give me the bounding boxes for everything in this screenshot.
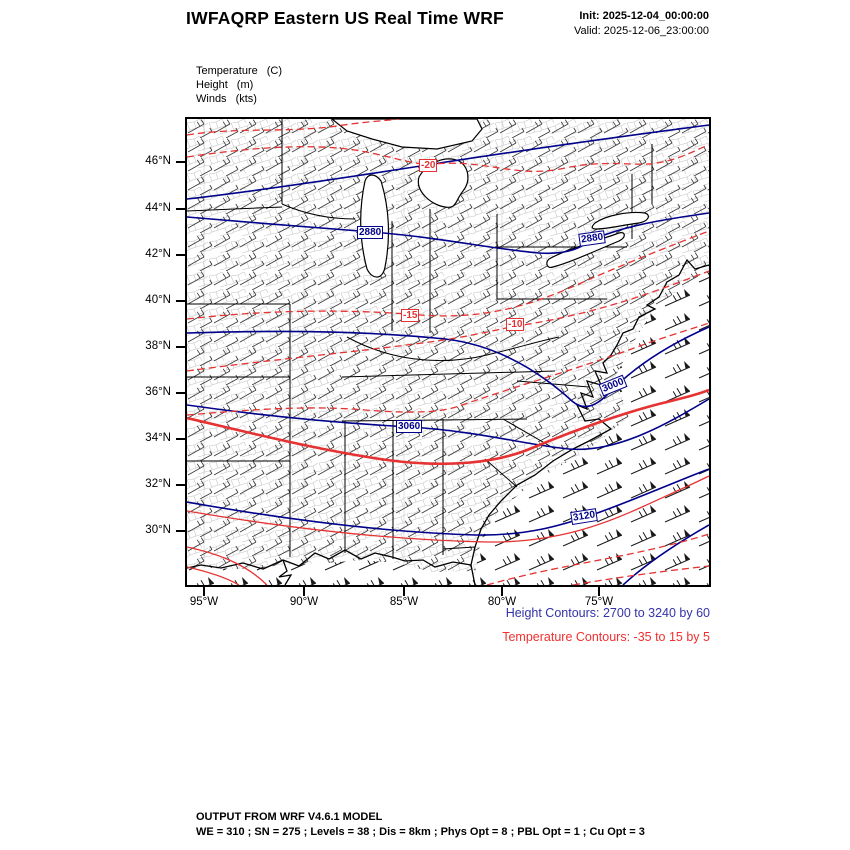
footer-line1: OUTPUT FROM WRF V4.6.1 MODEL [196,811,383,823]
footer-line2: WE = 310 ; SN = 275 ; Levels = 38 ; Dis = 8km ; Phys Opt = 8 ; PBL Opt = 1 ; Cu Opt = 3 [196,826,645,838]
y-tick-label: 38°N [145,340,171,352]
map-canvas [145,117,711,608]
legend-label: Winds [196,93,227,105]
legend-unit: (C) [266,65,283,77]
legend-unit: (kts) [235,93,257,105]
height-contour-label: 2880 [578,230,606,247]
y-tick-label: 36°N [145,386,171,398]
height-contour-label: 3000 [599,375,628,397]
height-contour-label: 3060 [398,421,421,432]
valid-time: Valid: 2025-12-06_23:00:00 [574,25,709,37]
x-tick-label: 75°W [584,596,614,608]
height-contour-label: 2880 [359,227,382,238]
x-tick-label: 85°W [389,596,419,608]
y-tick-label: 30°N [145,524,171,536]
y-tick [176,392,185,394]
field-legend [196,64,282,106]
y-tick [176,484,185,486]
legend-unit: (m) [236,79,254,91]
y-tick [176,161,185,163]
temperature-contours-caption: Temperature Contours: -35 to 15 by 5 [502,630,710,644]
temperature-contour-label: -10 [508,319,523,330]
y-tick [176,300,185,302]
y-tick-label: 42°N [145,248,171,260]
x-tick-label: 90°W [289,596,319,608]
y-tick [176,530,185,532]
height-contour-label: 3120 [570,508,598,525]
y-tick [176,208,185,210]
init-time: Init: 2025-12-04_00:00:00 [579,10,709,22]
y-tick [176,346,185,348]
wrf-map-plot [187,119,709,585]
model-footer [196,810,645,840]
height-contours-caption: Height Contours: 2700 to 3240 by 60 [505,606,710,620]
y-tick-label: 32°N [145,478,171,490]
y-tick-label: 46°N [145,155,171,167]
x-tick [303,587,305,596]
y-tick [176,438,185,440]
legend-row-height [196,78,282,92]
x-tick-label: 80°W [487,596,517,608]
temperature-contour-label: -20 [421,160,436,171]
page-title: IWFAQRP Eastern US Real Time WRF [186,8,504,28]
y-tick [176,254,185,256]
model-times [574,9,709,39]
temperature-contour-label: -15 [403,310,418,321]
y-tick-label: 34°N [145,432,171,444]
x-tick [598,587,600,596]
x-tick [501,587,503,596]
legend-label: Temperature [196,65,258,77]
y-tick-label: 44°N [145,202,171,214]
y-tick-label: 40°N [145,294,171,306]
x-tick [403,587,405,596]
legend-row-winds [196,92,282,106]
legend-row-temperature [196,64,282,78]
x-tick-label: 95°W [189,596,219,608]
x-tick [203,587,205,596]
legend-label: Height [196,79,228,91]
